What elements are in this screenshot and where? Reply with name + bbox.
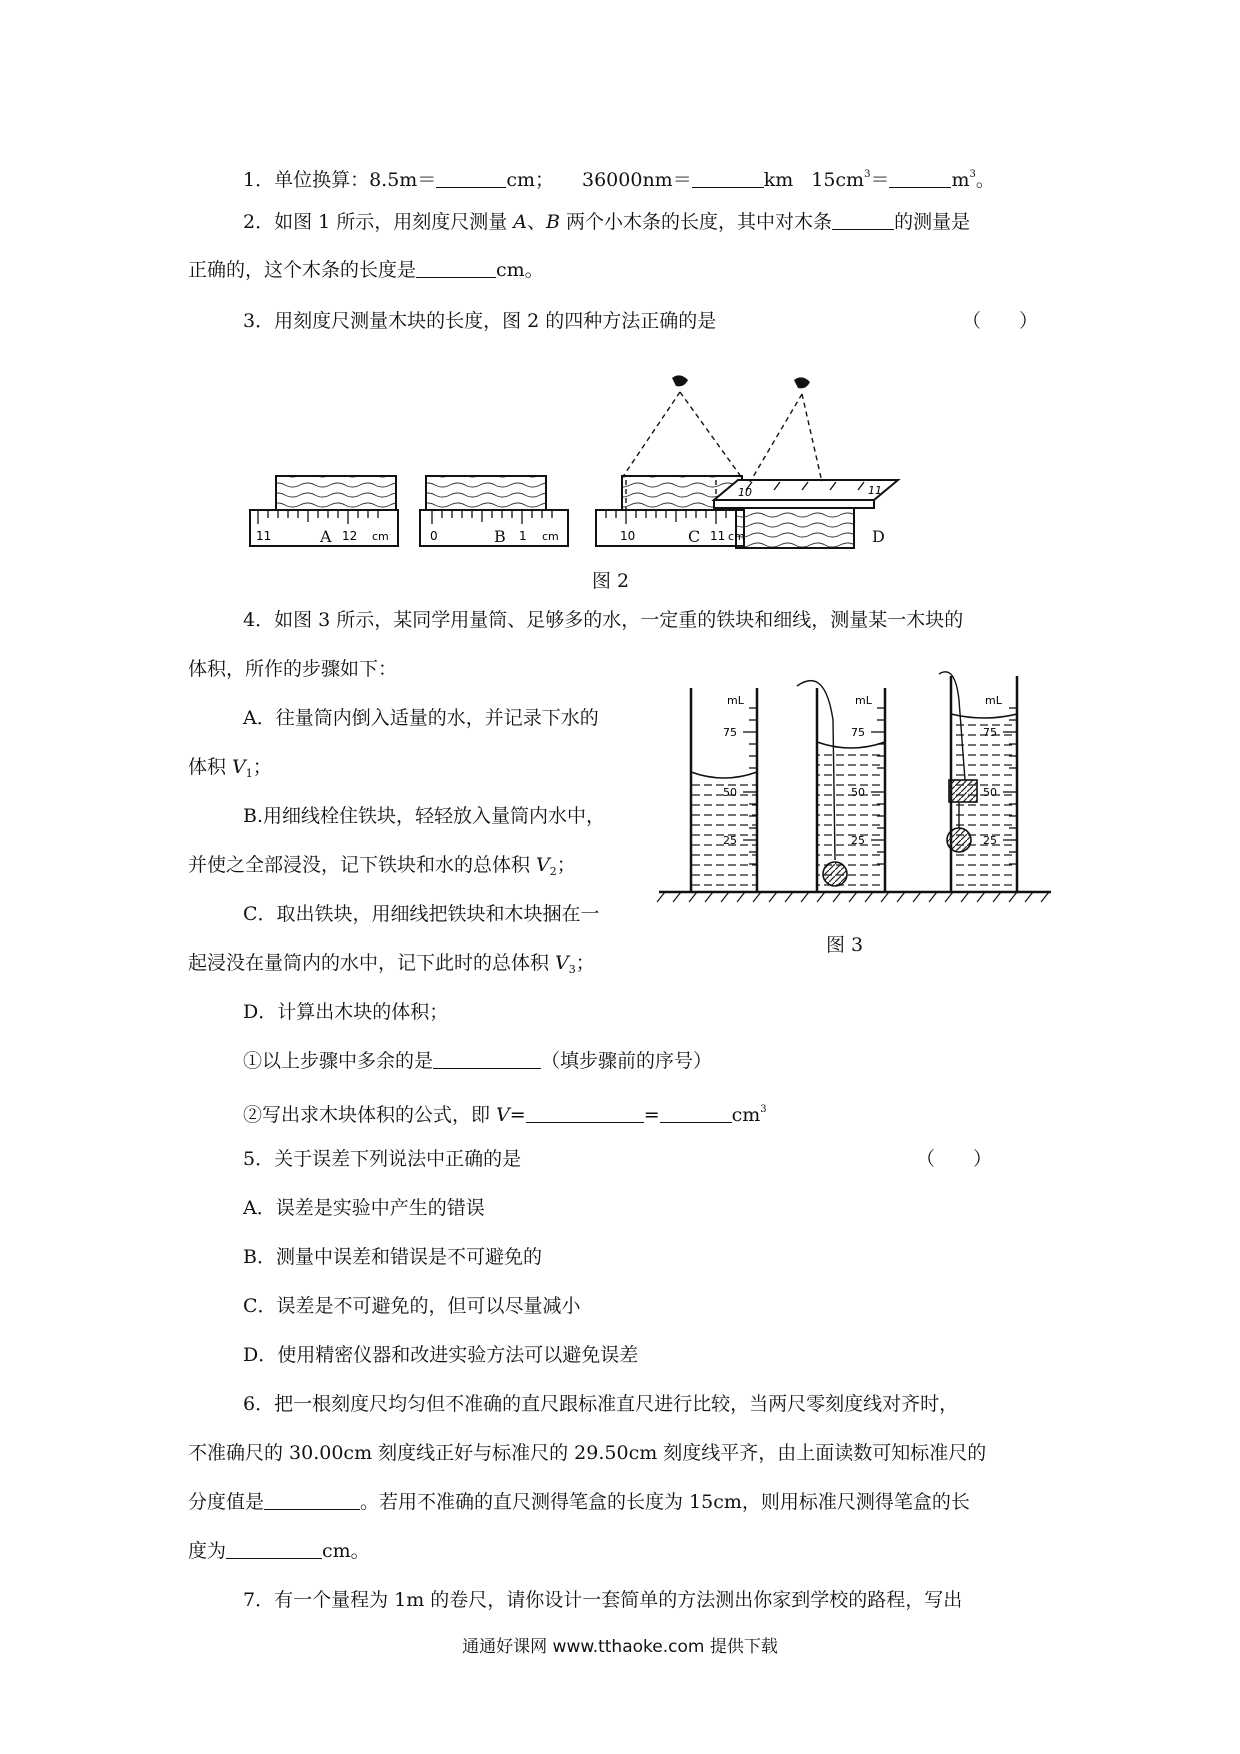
cylinder-2 bbox=[797, 681, 885, 892]
panel-label-c: C bbox=[688, 527, 701, 546]
answer-bracket[interactable]: （ ） bbox=[916, 1148, 993, 1170]
panel-label-d: D bbox=[872, 527, 885, 546]
panel-label-b: B bbox=[494, 527, 506, 546]
ruler-c-tick-1: 10 bbox=[620, 529, 636, 543]
answer-blank[interactable] bbox=[416, 257, 496, 278]
question-3: 3．用刻度尺测量木块的长度，图 2 的四种方法正确的是 bbox=[243, 310, 717, 332]
answer-blank[interactable] bbox=[264, 1489, 360, 1510]
ruler-a-tick-1: 11 bbox=[256, 529, 272, 543]
cyl2-tick-75: 75 bbox=[851, 726, 865, 739]
ruler-c-tick-2: 11 bbox=[710, 529, 726, 543]
step-c-line-1: C．取出铁块，用细线把铁块和木块捆在一 bbox=[243, 903, 600, 925]
cyl3-tick-50: 50 bbox=[983, 786, 997, 799]
cyl1-tick-50: 50 bbox=[723, 786, 737, 799]
cyl1-tick-25: 25 bbox=[723, 834, 737, 847]
step-a-line-1: A．往量筒内倒入适量的水，并记录下水的 bbox=[243, 707, 599, 729]
cyl1-tick-75: 75 bbox=[723, 726, 737, 739]
answer-blank[interactable] bbox=[526, 1102, 644, 1123]
question-2-line-2: 正确的，这个木条的长度是 cm。 bbox=[188, 259, 544, 281]
ruler-b-tick-2: 1 bbox=[519, 529, 527, 543]
option-a[interactable]: A．误差是实验中产生的错误 bbox=[243, 1197, 485, 1219]
cyl3-tick-25: 25 bbox=[983, 834, 997, 847]
question-2-line-1: 2．如图 1 所示，用刻度尺测量 A、B 两个小木条的长度，其中对木条 的测量是 bbox=[243, 211, 971, 233]
step-d: D．计算出木块的体积； bbox=[243, 1001, 449, 1023]
figure-2-caption: 图 2 bbox=[592, 570, 630, 592]
cylinder-3 bbox=[939, 672, 1017, 892]
page-footer: 通通好课网 www.tthaoke.com 提供下载 bbox=[462, 1637, 778, 1657]
ruler-d-tick-2: 11 bbox=[868, 484, 882, 497]
answer-blank[interactable] bbox=[226, 1538, 322, 1559]
sub-question-2: ②写出求木块体积的公式，即 $V= = cm^3$ bbox=[243, 1104, 767, 1126]
answer-blank[interactable] bbox=[660, 1102, 732, 1123]
question-6-line-1: 6．把一根刻度尺均匀但不准确的直尺跟标准直尺进行比较，当两尺零刻度线对齐时， bbox=[243, 1393, 959, 1415]
cyl3-tick-75: 75 bbox=[983, 726, 997, 739]
step-b-line-1: B.用细线栓住铁块，轻轻放入量筒内水中， bbox=[243, 805, 606, 827]
question-6-line-2: 不准确尺的 30.00cm 刻度线正好与标准尺的 29.50cm 刻度线平齐，由上面读数可知标准尺的 bbox=[188, 1442, 987, 1464]
cyl2-tick-50: 50 bbox=[851, 786, 865, 799]
answer-blank[interactable] bbox=[692, 167, 764, 188]
ruler-b-tick-1: 0 bbox=[430, 529, 438, 543]
step-a-line-2: 体积 $V_1$； bbox=[188, 756, 272, 780]
panel-d bbox=[714, 377, 898, 548]
figure-3 bbox=[655, 660, 1055, 915]
question-4-line-2: 体积，所作的步骤如下： bbox=[188, 658, 398, 680]
ruler-c-unit: cm bbox=[728, 530, 745, 543]
option-c[interactable]: C．误差是不可避免的，但可以尽量减小 bbox=[243, 1295, 581, 1317]
cyl2-unit: mL bbox=[855, 694, 872, 707]
option-b[interactable]: B．测量中误差和错误是不可避免的 bbox=[243, 1246, 542, 1268]
answer-blank[interactable] bbox=[889, 167, 951, 188]
cyl2-tick-25: 25 bbox=[851, 834, 865, 847]
ruler-a-unit: cm bbox=[372, 530, 389, 543]
question-4-line-1: 4．如图 3 所示，某同学用量筒、足够多的水，一定重的铁块和细线，测量某一木块的 bbox=[243, 609, 964, 631]
question-1: 1．单位换算：8.5m＝ cm； 36000nm＝ km $15cm^3= m^3$。 bbox=[243, 169, 995, 191]
sub-question-1: ①以上步骤中多余的是 （填步骤前的序号） bbox=[243, 1050, 713, 1072]
question-6-line-3: 分度值是 。若用不准确的直尺测得笔盒的长度为 15cm，则用标准尺测得笔盒的长 bbox=[188, 1491, 970, 1513]
answer-blank[interactable] bbox=[433, 1048, 541, 1069]
ruler-a-tick-2: 12 bbox=[342, 529, 358, 543]
ruler-d-tick-1: 10 bbox=[738, 486, 752, 499]
cyl3-unit: mL bbox=[985, 694, 1002, 707]
ruler-b-unit: cm bbox=[542, 530, 559, 543]
figure-3-caption: 图 3 bbox=[826, 934, 864, 956]
answer-blank[interactable] bbox=[832, 209, 894, 230]
answer-bracket[interactable]: （ ） bbox=[962, 310, 1039, 332]
step-b-line-2: 并使之全部浸没，记下铁块和水的总体积 $V_2$； bbox=[188, 854, 576, 878]
figure-2 bbox=[240, 370, 1020, 550]
cyl1-unit: mL bbox=[727, 694, 744, 707]
panel-label-a: A bbox=[320, 527, 332, 546]
answer-blank[interactable] bbox=[436, 167, 506, 188]
question-6-line-4: 度为 cm。 bbox=[188, 1540, 370, 1562]
question-7-line-1: 7．有一个量程为 1m 的卷尺，请你设计一套简单的方法测出你家到学校的路程，写出 bbox=[243, 1589, 963, 1611]
panel-c bbox=[596, 375, 744, 546]
step-c-line-2: 起浸没在量筒内的水中，记下此时的总体积 $V_3$； bbox=[188, 952, 595, 976]
question-5: 5．关于误差下列说法中正确的是 bbox=[243, 1148, 522, 1170]
option-d[interactable]: D．使用精密仪器和改进实验方法可以避免误差 bbox=[243, 1344, 639, 1366]
